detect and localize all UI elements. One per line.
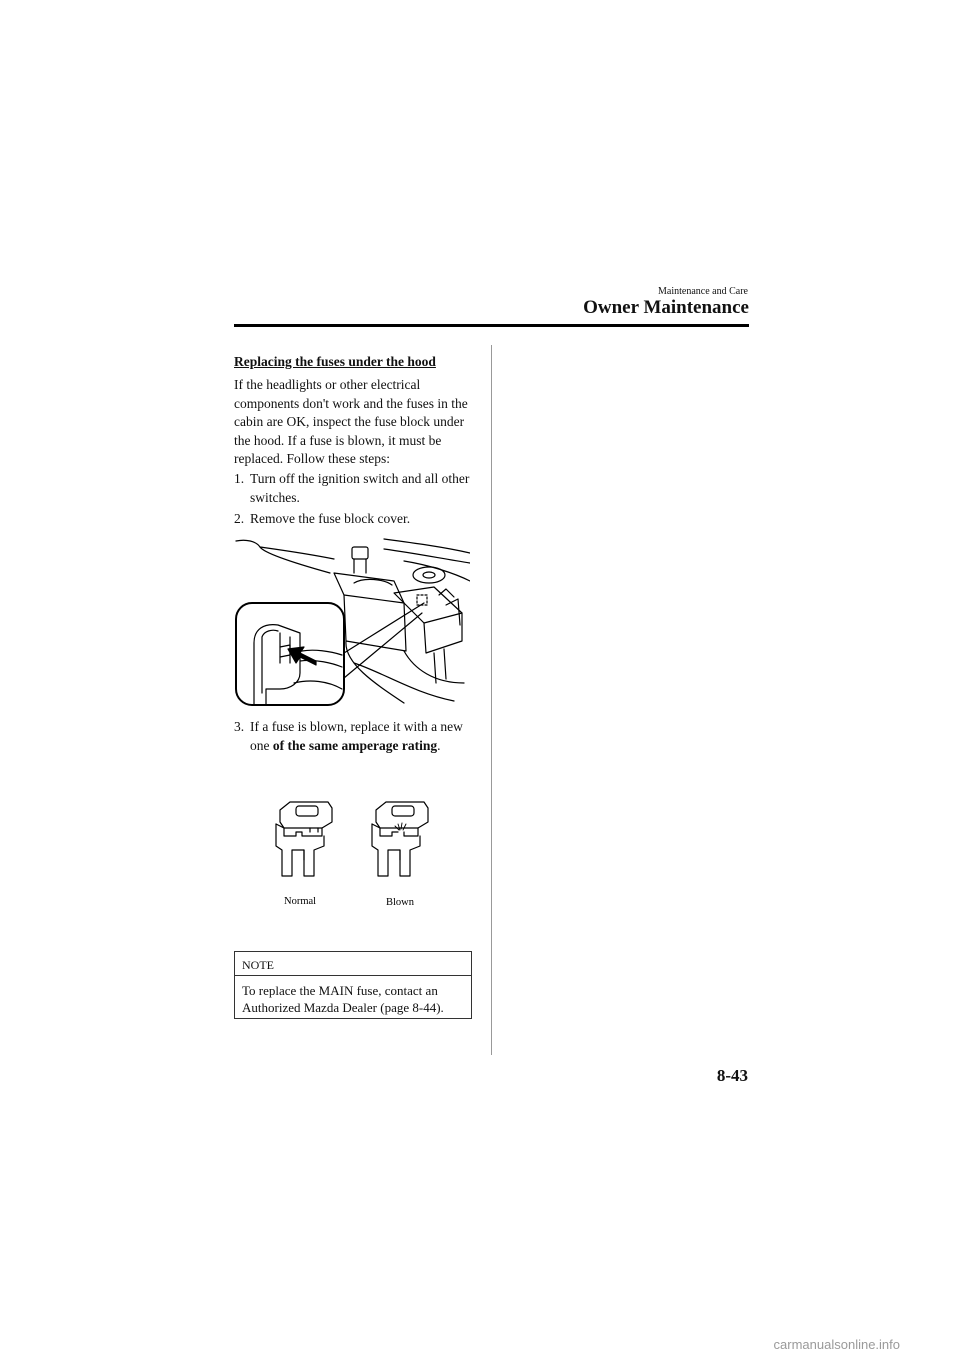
step-number: 1. bbox=[234, 471, 245, 486]
blown-label: Blown bbox=[386, 897, 415, 908]
step-text bbox=[234, 718, 484, 755]
fuse-comparison-illustration bbox=[262, 796, 442, 914]
step-text: Remove the fuse block cover. bbox=[250, 511, 411, 526]
step-text-end: . bbox=[437, 737, 441, 753]
blown-fuse bbox=[372, 802, 428, 876]
step-text: Turn off the ignition switch and all other switches. bbox=[250, 471, 470, 505]
note-box bbox=[234, 951, 472, 1019]
step-text-plain: If a fuse is blown, replace it with a new one bbox=[250, 719, 463, 753]
column-divider bbox=[491, 345, 492, 1055]
note-body: To replace the MAIN fuse, contact an Authorized Mazda Dealer (page 8-44). bbox=[242, 983, 444, 1015]
step-text-bold: of the same amperage rating bbox=[272, 737, 438, 753]
watermark: carmanualsonline.info bbox=[773, 1337, 900, 1352]
step-3 bbox=[234, 718, 484, 755]
intro-paragraph: If the headlights or other electrical components don't work and the fuses in the cabin are OK, inspect the fuse block under the hood. If a fuse is blown, it must be replaced. Follow these steps: bbox=[234, 377, 468, 466]
step-2 bbox=[234, 510, 484, 529]
step-number: 3. bbox=[234, 719, 245, 734]
page-number: 8-43 bbox=[716, 1066, 748, 1085]
step-number: 2. bbox=[234, 511, 245, 526]
normal-fuse bbox=[276, 802, 332, 876]
subheading: Replacing the fuses under the hood bbox=[234, 354, 436, 369]
fuse-block-cover-illustration bbox=[234, 533, 470, 707]
page-title: Owner Maintenance bbox=[583, 297, 749, 318]
normal-label: Normal bbox=[284, 896, 317, 907]
section-name: Maintenance and Care bbox=[658, 286, 748, 297]
header-rule bbox=[234, 324, 749, 327]
note-heading: NOTE bbox=[235, 952, 471, 976]
step-1 bbox=[234, 470, 484, 507]
